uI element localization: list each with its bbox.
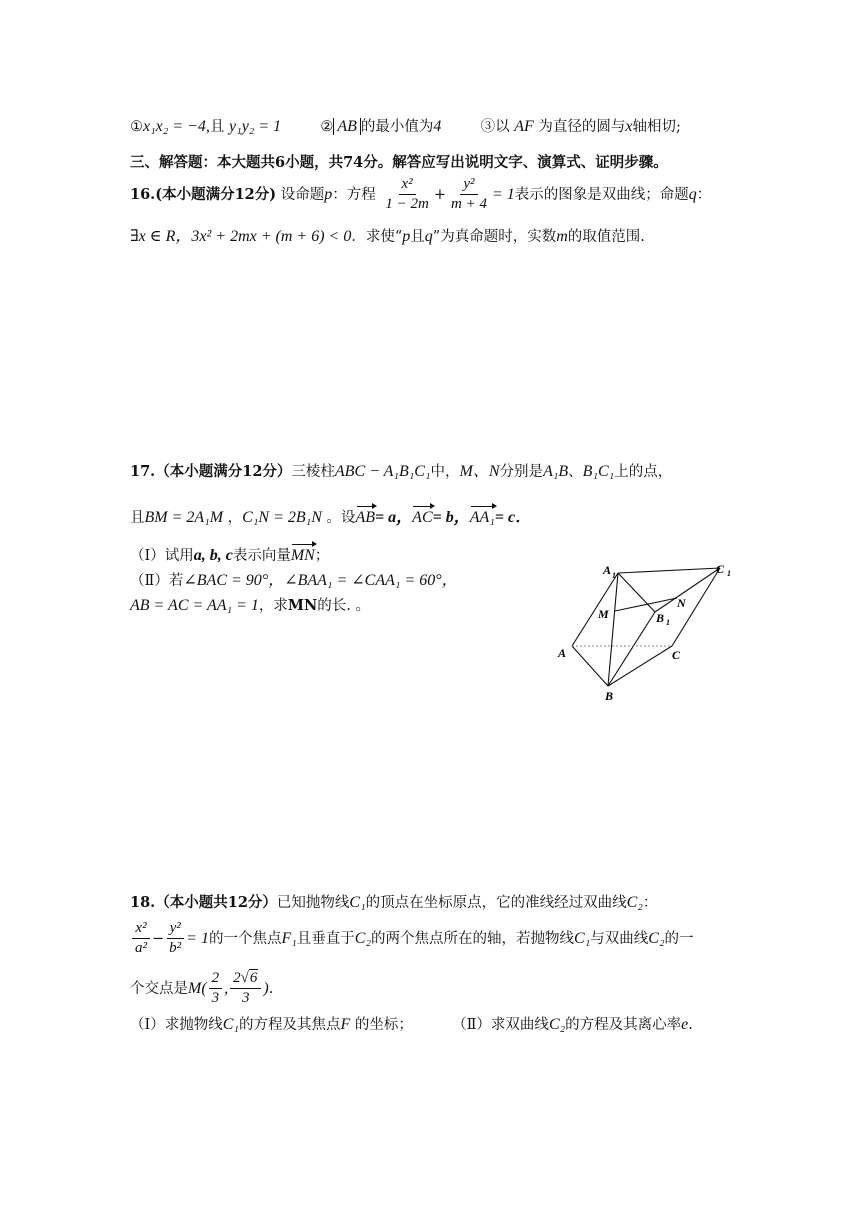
q18-l2-text-5: 的一 [664,930,694,947]
q17-part-1 [130,546,329,565]
choice-3-af: AF [514,118,534,135]
q17-prism: ABC − A₁B₁C₁ [334,463,431,480]
q17-line-1 [130,462,672,481]
q18-l2-f1: F₁ [281,929,297,947]
q16-plus: + [433,186,446,203]
segment-m-n [615,598,677,611]
q17-heading: 17.（本小题满分12分） [130,463,292,480]
q18-c2: C₂ [626,894,643,911]
choice-2-value: 4 [433,118,442,135]
label-a1-sub: 1 [612,571,616,580]
q17-part-2-cont [130,596,370,615]
q18-minus: − [152,930,165,947]
q17-l2-text-2: 。设 [326,510,356,526]
q16-fraction-1-num: x² [399,176,416,195]
q18-p2-end: . [688,1017,693,1033]
q17-text-4: 上的点， [614,464,673,480]
q17-text-1: 三棱柱 [291,464,335,480]
choice-2-marker: ② [320,119,334,135]
label-c1: C [716,562,725,576]
q17-l2-m1: BM = 2A₁M [144,509,224,526]
q18-h-num-1: x² [132,920,149,939]
choice-2-text: 的最小值为 [360,119,434,135]
q16-l2-q: q [424,228,433,245]
label-b1-sub: 1 [666,618,670,627]
q18-l2-text-2: 且垂直于 [296,930,355,947]
q18-l3-text-1: 个交点是 [130,980,188,997]
q18-l3-comma: , [224,979,229,997]
q17-p1-end: ； [314,548,330,564]
q17-part-2 [130,571,458,590]
q16-text-4: ： [696,186,712,203]
q17-l2-m2: C₁N = 2B₁N [242,509,322,526]
q16-q: q [688,185,697,203]
choice-1-marker: ① [130,119,143,135]
q16-fraction-2-den: m + 4 [450,196,487,213]
q17-p3-mn: MN [287,597,318,614]
q18-line-3 [130,970,273,1008]
q18-p1-text-c: 的坐标； [354,1017,413,1033]
q16-eq: = 1 [491,185,515,203]
q17-vector-ac: AC [412,509,433,526]
choice-3-tail: 轴相切; [632,119,681,135]
q17-p3-end: 的长. 。 [317,598,370,614]
q17-text-2: 中， [430,464,460,480]
label-c: C [672,648,681,662]
label-b1: B [656,611,665,625]
q16-l2-text-3: 的取值范围. [567,229,645,245]
q18-pf2-coef: 2 [233,970,241,986]
choice-1-math-2: y₁y₂ = 1 [229,118,282,135]
edge-a-b [572,646,608,686]
label-b: B [605,689,614,703]
section-3-heading: 三、解答题：本大题共6小题，共74分。解答应写出说明文字、演算式、证明步骤。 [130,154,668,171]
q17-p3-text: ，求 [258,598,288,614]
q17-text-3: 分别是 [499,464,544,480]
q17-p1-text-a: （Ⅰ）试用 [130,548,194,564]
q18-l2-c1: C₁ [574,929,591,947]
choice-3-x: x [625,118,633,135]
q18-p2-e: e [681,1016,689,1033]
q16-p: p [324,185,333,203]
q18-l2-c2: C₂ [354,929,372,947]
q18-line-2 [130,920,694,958]
q16-l2-m: m [556,228,568,245]
q16-l2-text-2: ”为真命题时，实数 [432,229,557,245]
q16-line-1 [130,176,711,214]
q18-h-den-2: b² [169,940,182,957]
edge-b1-b [608,612,655,686]
choice-1-and: 且 [209,119,225,135]
label-c1-sub: 1 [727,569,731,578]
q16-fraction-1-den: 1 − 2m [385,196,429,213]
q16-condition: ∃x ∈ R，3x² + 2mx + (m + 6) < 0 [130,228,352,245]
q17-p1-abc: a, b, c [193,547,233,564]
q18-hyperbola-fraction-1 [132,920,150,958]
q17-p2-m1: ∠BAC = 90°， [183,572,285,589]
q18-line-1 [130,893,657,912]
edge-b-c [608,646,672,686]
q17-sep: 、 [568,464,583,480]
q18-pf2-radicand: 6 [249,970,258,986]
q18-l2-text-4: 与双曲线 [590,930,649,947]
label-n: N [677,596,686,610]
q17-l2-text-1: 且 [130,510,145,526]
q18-c1: C₁ [349,894,366,911]
q18-l3-m: M [188,979,202,997]
q16-heading: 16.(本小题满分12分) [130,185,277,203]
choice-2-abs: AB [333,118,361,135]
q18-l3-close: ) [263,979,269,997]
label-a: A [558,646,567,660]
q16-fraction-1 [382,176,431,214]
q18-hyperbola-fraction-2 [166,920,184,958]
q18-p1-f: F [340,1016,351,1033]
choice-1-math: x₁x₂ = −4, [143,118,210,135]
q17-p3-math: AB = AC = AA₁ = 1 [130,597,259,614]
label-m: M [598,607,609,621]
q17-eq-a: = a， [375,509,413,526]
q18-p1-text-a: （Ⅰ）求抛物线 [130,1017,223,1033]
q17-p1-vector-mn: MN [290,547,315,564]
label-a1: A [603,563,612,577]
q18-l2-c2b: C₂ [648,929,665,947]
q18-l3-end: . [268,980,274,997]
q18-p2-text-a: （Ⅱ）求双曲线 [452,1017,549,1033]
q16-text-2: ：方程 [332,186,376,203]
edge-a1-a [572,573,618,646]
choice-3-text: 为直径的圆与 [538,119,626,135]
prism-figure [550,560,750,705]
q18-heading: 18.（本小题共12分） [130,894,277,911]
q16-text-1: 设命题 [280,186,325,203]
q17-vector-aa1: AA₁ [469,509,495,526]
q18-h-eq: = 1 [186,929,209,947]
q18-text-2: 的顶点在坐标原点，它的准线经过双曲线 [365,895,627,911]
q16-l2-and: 且 [410,229,425,245]
q17-eq-c: = c． [494,509,532,526]
q16-fraction-2-num: y² [460,176,477,195]
edge-a1-c1 [618,568,720,573]
q18-parts-line [130,1015,693,1034]
q18-pf1-num: 2 [209,970,223,989]
q17-mn: M、N [459,463,500,480]
q16-l2-text-1: ．求使“ [351,229,403,245]
q17-line-2 [130,508,531,527]
q18-l2-text-3: 的两个焦点所在的轴，若抛物线 [371,930,575,947]
q18-pf2-num: 2√6 [230,970,261,989]
q18-point-fraction-2 [230,970,261,1008]
q16-text-3: 表示的图象是双曲线；命题 [514,186,689,203]
q18-p2-text-b: 的方程及其离心率 [565,1017,682,1033]
q18-p1-c1: C₁ [222,1016,239,1033]
choice-3-marker: ③以 [480,119,510,135]
q16-l2-p: p [402,228,411,245]
q17-l2-comma: ， [227,510,243,526]
q18-text-3: ： [642,895,658,911]
q18-l3-open: ( [201,979,207,997]
q17-seg-1: A₁B [543,463,569,480]
q18-l2-text-1: 的一个焦点 [208,930,282,947]
q17-p2-text-a: （Ⅱ）若 [130,573,184,589]
q17-p1-text-b: 表示向量 [232,548,291,564]
q18-h-den-1: a² [135,940,147,957]
q18-pf2-den: 3 [242,990,250,1007]
edge-b1-c1 [655,568,720,612]
edge-a1-b [608,573,618,686]
q18-text-1: 已知抛物线 [276,895,350,911]
choices-line [130,117,681,136]
q17-p2-m2: ∠BAA₁ = ∠CAA₁ = 60°， [284,572,458,589]
q18-pf1-den: 3 [211,990,220,1007]
q17-seg-2: B₁C₁ [582,463,615,480]
q18-point-fraction-1 [209,970,223,1008]
q17-vector-ab: AB [355,509,376,526]
q18-p2-c2: C₂ [548,1016,566,1033]
q18-h-num-2: y² [167,920,184,939]
q18-p1-text-b: 的方程及其焦点 [238,1017,341,1033]
q16-line-2 [130,227,645,246]
q17-eq-b: = b， [432,509,470,526]
q16-fraction-2 [448,176,490,214]
